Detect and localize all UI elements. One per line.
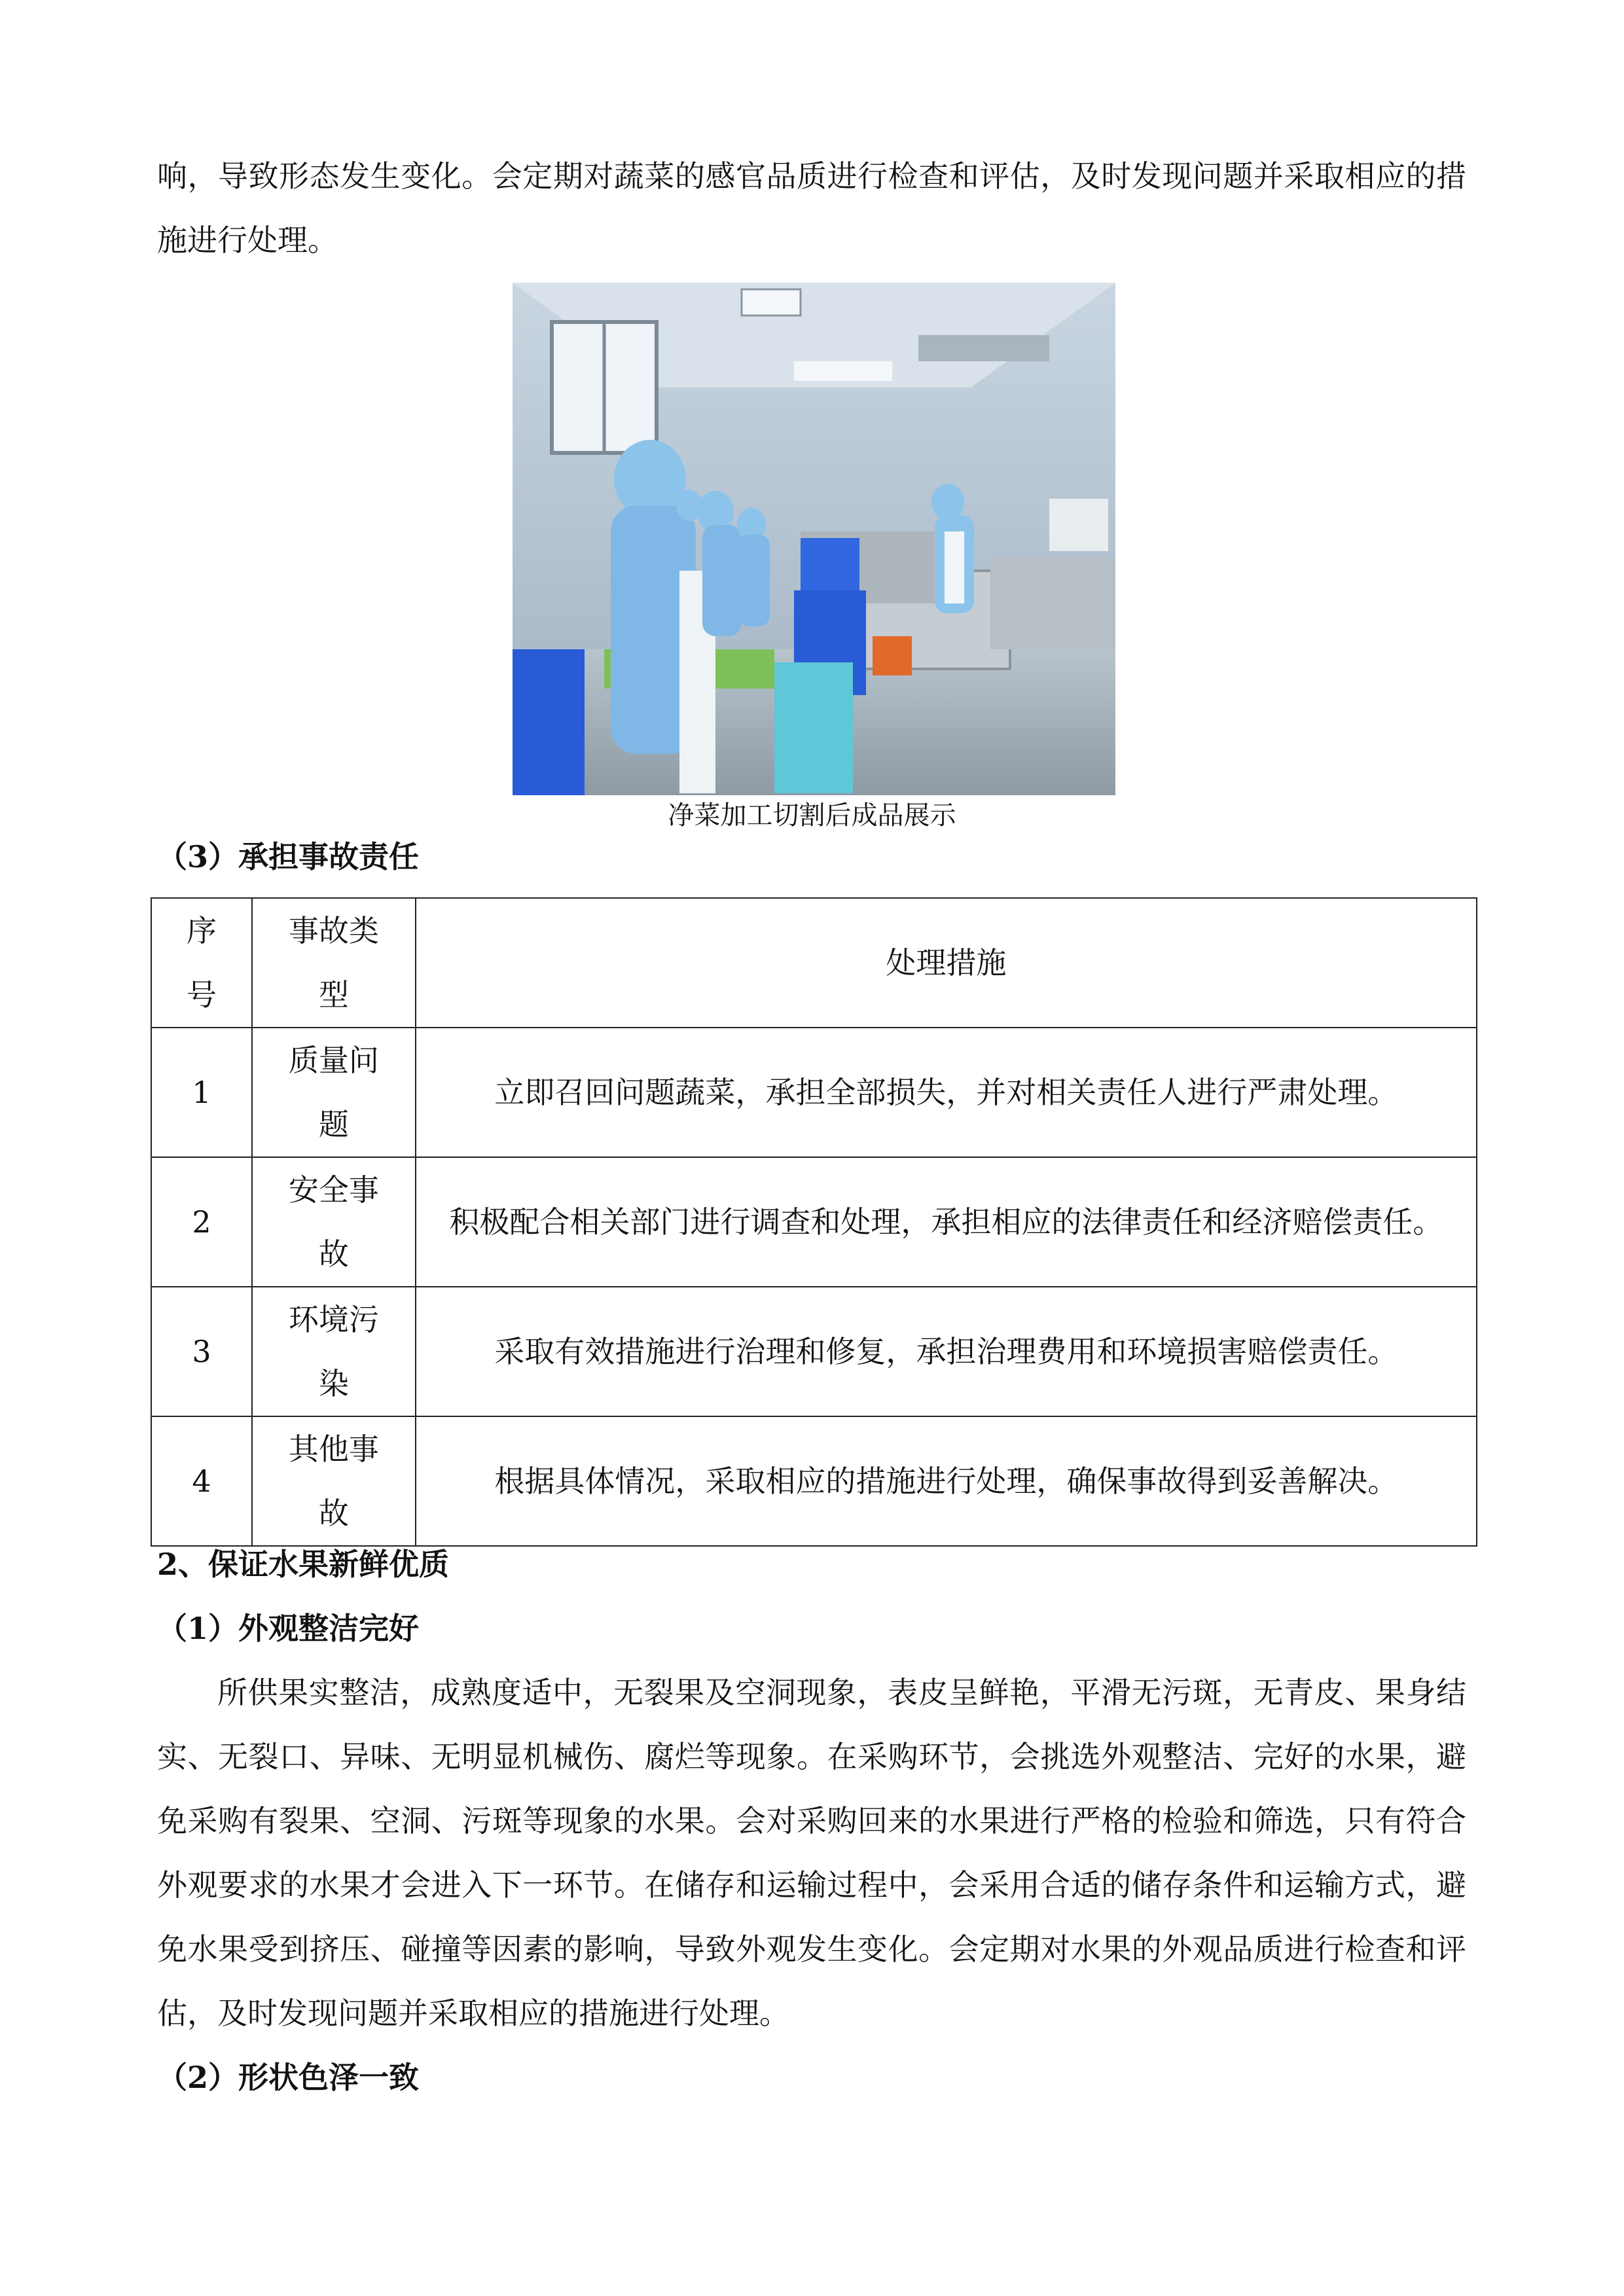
row-measure-cell: 采取有效措施进行治理和修复，承担治理费用和环境损害赔偿责任。 bbox=[416, 1287, 1477, 1416]
row-type-cell: 环境污染 bbox=[252, 1287, 416, 1416]
row-type-cell: 质量问题 bbox=[252, 1028, 416, 1157]
table-row bbox=[151, 1287, 1477, 1416]
row-seq-cell: 2 bbox=[151, 1157, 252, 1287]
row-measure-cell: 根据具体情况，采取相应的措施进行处理，确保事故得到妥善解决。 bbox=[416, 1416, 1477, 1546]
header-cell-type: 事故类型 bbox=[252, 898, 416, 1028]
row-measure-cell: 立即召回问题蔬菜，承担全部损失，并对相关责任人进行严肃处理。 bbox=[416, 1028, 1477, 1157]
section-heading-accident-liability: （3）承担事故责任 bbox=[157, 839, 420, 874]
row-type-cell: 安全事故 bbox=[252, 1157, 416, 1287]
section-heading-fruit: 2、保证水果新鲜优质 bbox=[157, 1547, 450, 1582]
row-seq-cell: 1 bbox=[151, 1028, 252, 1157]
row-type-cell: 其他事故 bbox=[252, 1416, 416, 1546]
intro-paragraph: 响，导致形态发生变化。会定期对蔬菜的感官品质进行检查和评估，及时发现问题并采取相应的措施进行处理。 bbox=[157, 158, 1466, 258]
table-header-row bbox=[151, 898, 1477, 1028]
header-cell-seq: 序号 bbox=[151, 898, 252, 1028]
processing-workshop-photo bbox=[513, 283, 1115, 795]
row-seq-cell: 4 bbox=[151, 1416, 252, 1546]
subsection-heading-appearance: （1）外观整洁完好 bbox=[157, 1611, 420, 1646]
accident-handling-table bbox=[151, 897, 1477, 1547]
table-row bbox=[151, 1157, 1477, 1287]
table-row bbox=[151, 1416, 1477, 1546]
subsection-heading-shape-color: （2）形状色泽一致 bbox=[157, 2060, 420, 2095]
table-row bbox=[151, 1028, 1477, 1157]
row-measure-cell: 积极配合相关部门进行调查和处理，承担相应的法律责任和经济赔偿责任。 bbox=[416, 1157, 1477, 1287]
row-seq-cell: 3 bbox=[151, 1287, 252, 1416]
appearance-paragraph: 所供果实整洁，成熟度适中，无裂果及空洞现象，表皮呈鲜艳，平滑无污斑，无青皮、果身结实、无裂口、异味、无明显机械伤、腐烂等现象。在采购环节，会挑选外观整洁、完好的水果，避免采购有裂果、空洞、污斑等现象的水果。会对采购回来的水果进行严格的检验和筛选，只有符合外观要求的水果才会进入下一环节。在储存和运输过程中，会采用合适的储存条件和运输方式，避免水果受到挤压、碰撞等因素的影响，导致外观发生变化。会定期对水果的外观品质进行检查和评估，及时发现问题并采取相应的措施进行处理。 bbox=[157, 1675, 1466, 2031]
photo-caption: 净菜加工切割后成品展示 bbox=[668, 800, 956, 831]
header-cell-measure: 处理措施 bbox=[416, 898, 1477, 1028]
